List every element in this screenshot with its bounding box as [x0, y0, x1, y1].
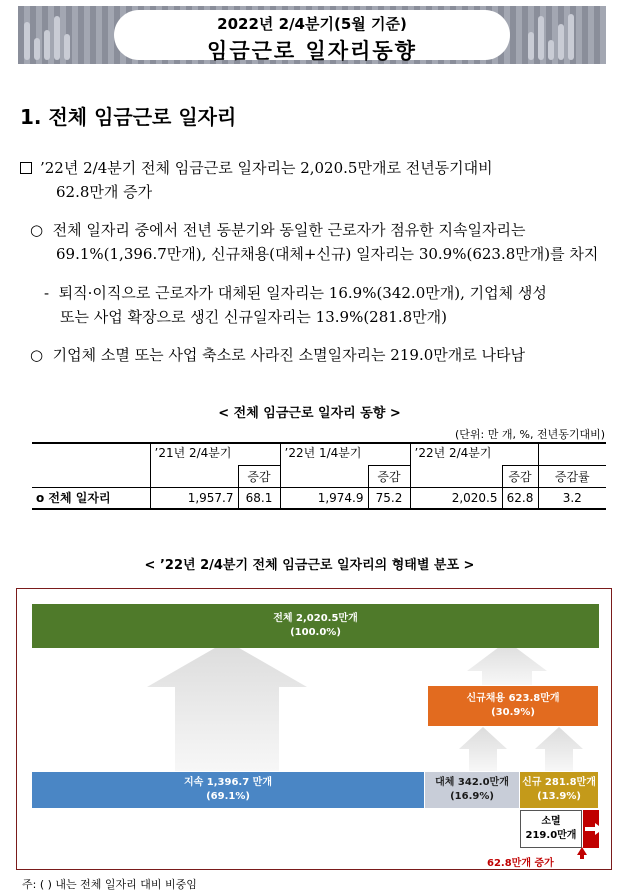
header-q3-spacer: [502, 443, 538, 465]
newjob-bar: [520, 772, 598, 808]
header-q3-spacer-2: [538, 443, 606, 465]
replaced-label: 대체 342.0만개: [435, 777, 509, 788]
continued-pct: (69.1%): [206, 791, 250, 802]
table-title: < 전체 임금근로 일자리 동향 >: [218, 406, 401, 421]
new-up-arrow-icon: [535, 727, 583, 771]
paragraph-1-line-1: ’22년 2/4분기 전체 임금근로 일자리는 2,020.5만개로 전년동기대비: [40, 159, 493, 177]
total-bar: [32, 604, 599, 648]
new-hire-pct: (30.9%): [491, 707, 535, 718]
banner-decoration-left: [24, 10, 94, 60]
cell-r3: 3.2: [538, 487, 606, 509]
paragraph-2-line-2: 69.1%(1,396.7만개), 신규채용(대체+신규) 일자리는 30.9%(623.8만개)를 차지: [56, 245, 599, 263]
figure-frame: [16, 588, 612, 870]
banner-title: 임금근로 일자리동향: [207, 39, 417, 63]
figure-title: < ’22년 2/4분기 전체 임금근로 일자리의 형태별 분포 >: [144, 558, 475, 573]
section-heading: 1. 전체 임금근로 일자리: [20, 105, 237, 129]
table-row: [32, 487, 606, 509]
header-q2-spacer: [368, 443, 410, 465]
square-bullet-icon: [20, 162, 32, 174]
increase-label: 62.8만개 증가: [487, 858, 554, 869]
destroyed-value: 219.0만개: [525, 830, 577, 841]
newjob-pct: (13.9%): [537, 791, 581, 802]
row-label: o 전체 일자리: [32, 487, 150, 509]
replace-up-arrow-icon: [459, 727, 507, 771]
newjob-label: 신규 281.8만개: [522, 777, 596, 788]
header-q1-spacer: [238, 443, 280, 465]
dash-bullet: -: [44, 284, 50, 302]
paragraph-4-line-1: 기업체 소멸 또는 사업 축소로 사라진 소멸일자리는 219.0만개로 나타남: [52, 346, 525, 364]
paragraph-3-line-1: 퇴직·이직으로 근로자가 대체된 일자리는 16.9%(342.0만개), 기업체 생성: [58, 284, 547, 302]
paragraph-3-line-2: 또는 사업 확장으로 생긴 신규일자리는 13.9%(281.8만개): [60, 308, 447, 326]
header-q2-value: [280, 465, 368, 487]
employment-table: [32, 442, 606, 510]
small-up-arrow-icon: [557, 847, 587, 859]
banner-decoration-right: [528, 10, 598, 60]
right-arrow-icon: [583, 822, 607, 836]
cell-v3: 2,020.5: [410, 487, 502, 509]
new-hire-bar: [428, 686, 598, 726]
big-up-arrow-icon: [147, 641, 307, 771]
cell-v2: 1,974.9: [280, 487, 368, 509]
header-q3-change: 증감: [502, 465, 538, 487]
replaced-bar: [425, 772, 519, 808]
destroyed-label: 소멸: [541, 816, 561, 827]
table-unit: (단위: 만 개, %, 전년동기대비): [455, 428, 605, 441]
banner-subtitle: 2022년 2/4분기(5월 기준): [217, 15, 407, 33]
header-q3-rate: 증감률: [538, 465, 606, 487]
title-banner: [18, 6, 606, 64]
destroyed-box: [520, 810, 582, 848]
total-pct: (100.0%): [290, 627, 341, 638]
footnote: 주: ( ) 내는 전체 일자리 대비 비중임: [22, 878, 197, 891]
table-corner: [32, 443, 150, 487]
header-q2-change: 증감: [368, 465, 410, 487]
continued-bar: [32, 772, 424, 808]
cell-c2: 75.2: [368, 487, 410, 509]
continued-label: 지속 1,396.7 만개: [184, 777, 272, 788]
paragraph-2-line-1: 전체 일자리 중에서 전년 동분기와 동일한 근로자가 점유한 지속일자리는: [52, 221, 526, 239]
header-q1-change: 증감: [238, 465, 280, 487]
circle-bullet: ○: [30, 346, 44, 364]
replaced-pct: (16.9%): [450, 791, 494, 802]
cell-c3: 62.8: [502, 487, 538, 509]
paragraph-4: [30, 343, 525, 367]
header-q3: ’22년 2/4분기: [410, 443, 502, 465]
paragraph-1-line-2: 62.8만개 증가: [56, 183, 153, 201]
header-q1-value: [150, 465, 238, 487]
paragraph-1: [20, 156, 493, 180]
total-label: 전체 2,020.5만개: [273, 613, 358, 624]
paragraph-3: [44, 281, 547, 305]
cell-v1: 1,957.7: [150, 487, 238, 509]
banner-box: [114, 10, 510, 63]
header-q2: ’22년 1/4분기: [280, 443, 368, 465]
cell-c1: 68.1: [238, 487, 280, 509]
new-hire-label: 신규채용 623.8만개: [466, 693, 560, 704]
circle-bullet: ○: [30, 221, 44, 239]
header-q1: ’21년 2/4분기: [150, 443, 238, 465]
header-q3-value: [410, 465, 502, 487]
paragraph-2: [30, 218, 526, 242]
